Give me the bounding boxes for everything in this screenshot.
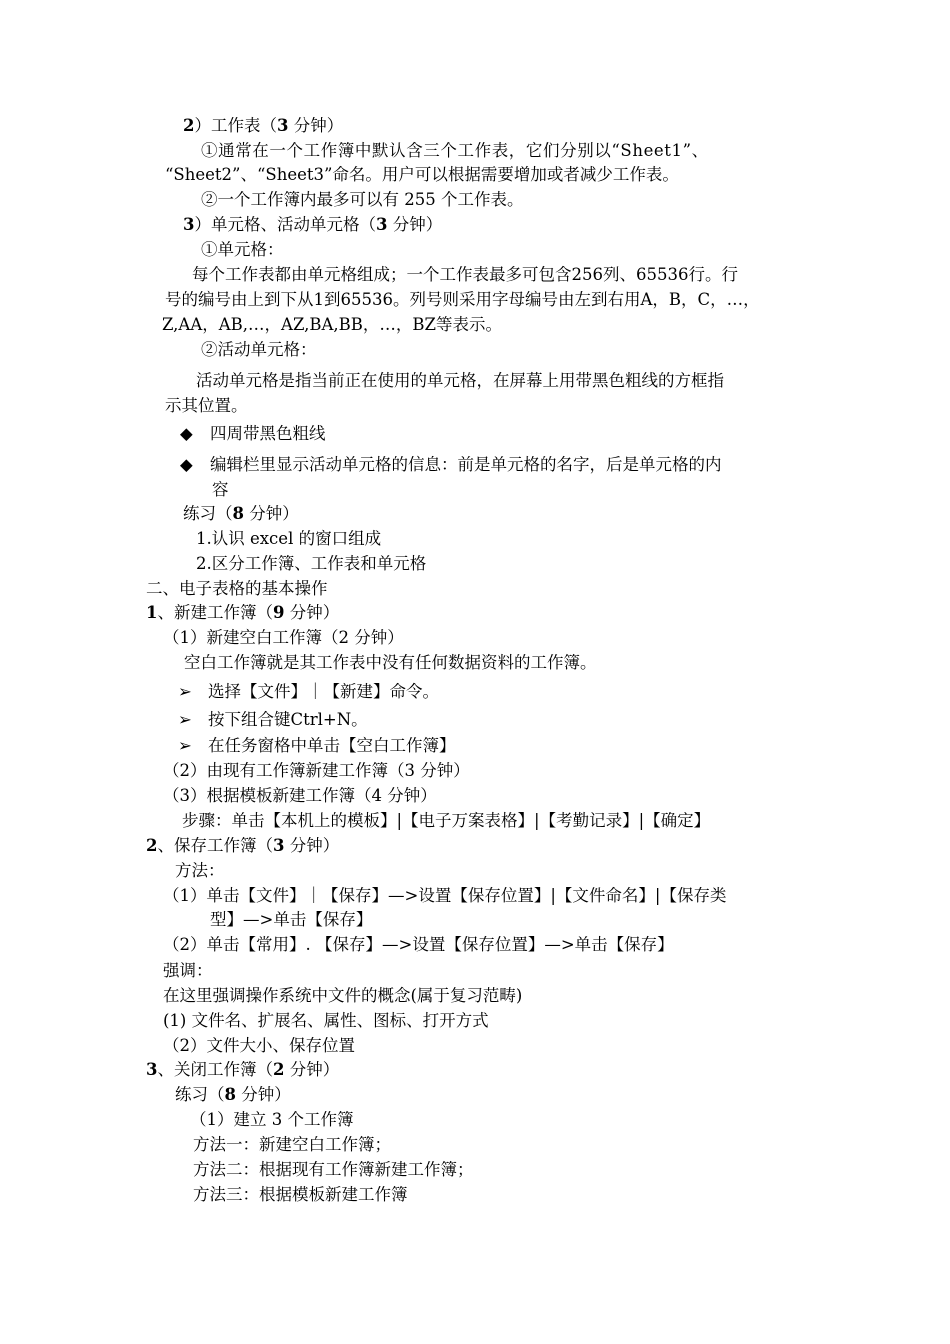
paragraph-line: （2）单击【常用】. 【保存】—>设置【保存位置】—>单击【保存】 <box>163 935 674 954</box>
paragraph-line: 空白工作簿就是其工作表中没有任何数据资料的工作簿。 <box>184 653 597 672</box>
subheading: （3）根据模板新建工作簿（4 分钟） <box>163 786 437 805</box>
paragraph-line: 强调： <box>163 961 213 980</box>
paragraph-line: ①通常在一个工作簿中默认含三个工作表，它们分别以“Sheet1”、 <box>201 141 709 160</box>
subheading: （1）新建空白工作簿（2 分钟） <box>163 628 404 647</box>
practice-heading: 练习（8 分钟） <box>175 1085 291 1104</box>
list-item: 1.认识 excel 的窗口组成 <box>196 529 382 548</box>
arrow-bullet-icon: ➢ <box>178 736 192 755</box>
list-item: ◆ 四周带黑色粗线 <box>180 424 326 443</box>
practice-heading: 练习（8 分钟） <box>183 504 299 523</box>
subheading: （2）由现有工作簿新建工作簿（3 分钟） <box>163 761 470 780</box>
list-item: ➢ 按下组合键Ctrl+N。 <box>178 710 368 729</box>
section-heading-save-workbook: 2、保存工作簿（3 分钟） <box>146 836 340 855</box>
section-heading-new-workbook: 1、新建工作簿（9 分钟） <box>146 603 340 622</box>
paragraph-line: 型】—>单击【保存】 <box>210 910 373 929</box>
section-heading-close-workbook: 3、关闭工作簿（2 分钟） <box>146 1060 340 1079</box>
paragraph-line: （1）单击【文件】｜【保存】—>设置【保存位置】|【文件命名】|【保存类 <box>163 886 727 905</box>
subheading: ①单元格： <box>201 240 284 259</box>
list-item-continuation: 容 <box>212 480 229 499</box>
subheading: ②活动单元格： <box>201 340 317 359</box>
list-item: 2.区分工作簿、工作表和单元格 <box>196 554 427 573</box>
part-heading: 二、电子表格的基本操作 <box>146 579 328 598</box>
section-heading-cell: 3）单元格、活动单元格（3 分钟） <box>183 215 443 234</box>
arrow-bullet-icon: ➢ <box>178 710 192 729</box>
paragraph-line: 号的编号由上到下从1到65536。列号则采用字母编号由左到右用A，B，C，…， <box>165 290 760 309</box>
diamond-bullet-icon: ◆ <box>180 424 193 443</box>
paragraph-line: 步骤：单击【本机上的模板】|【电子万案表格】|【考勤记录】|【确定】 <box>182 811 711 830</box>
arrow-bullet-icon: ➢ <box>178 682 192 701</box>
paragraph-line: Z,AA，AB,…，AZ,BA,BB，…，BZ等表示。 <box>162 315 502 334</box>
paragraph-line: 示其位置。 <box>165 396 248 415</box>
list-item: （1）建立 3 个工作簿 <box>190 1110 354 1129</box>
paragraph-line: 活动单元格是指当前正在使用的单元格，在屏幕上用带黑色粗线的方框指 <box>196 371 724 390</box>
list-item: ◆ 编辑栏里显示活动单元格的信息：前是单元格的名字，后是单元格的内 <box>180 455 722 474</box>
paragraph-line: “Sheet2”、“Sheet3”命名。用户可以根据需要增加或者减少工作表。 <box>165 165 679 184</box>
paragraph-line: 每个工作表都由单元格组成；一个工作表最多可包含256列、65536行。行 <box>192 265 738 284</box>
list-item: 方法一：新建空白工作簿； <box>193 1135 391 1154</box>
list-item: 方法三：根据模板新建工作簿 <box>193 1185 408 1204</box>
list-item: ➢ 在任务窗格中单击【空白工作簿】 <box>178 736 456 755</box>
list-item: 方法二：根据现有工作簿新建工作簿； <box>193 1160 474 1179</box>
paragraph-line: 方法： <box>175 861 225 880</box>
list-item: (1) 文件名、扩展名、属性、图标、打开方式 <box>163 1011 489 1030</box>
list-item: ➢ 选择【文件】｜【新建】命令。 <box>178 682 439 701</box>
diamond-bullet-icon: ◆ <box>180 455 193 474</box>
list-item: （2）文件大小、保存位置 <box>163 1036 355 1055</box>
section-heading-worksheet: 2）工作表（3 分钟） <box>183 116 344 135</box>
paragraph-line: 在这里强调操作系统中文件的概念(属于复习范畴) <box>163 986 523 1005</box>
paragraph-line: ②一个工作簿内最多可以有 255 个工作表。 <box>201 190 524 209</box>
